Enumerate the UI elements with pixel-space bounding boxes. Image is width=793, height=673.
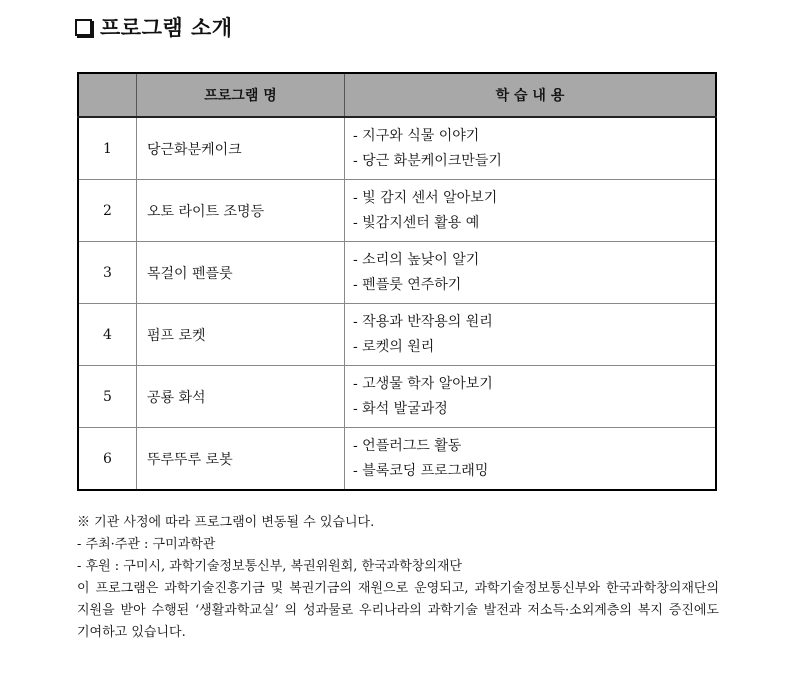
description-paragraph: 이 프로그램은 과학기술진흥기금 및 복권기금의 재원으로 운영되고, 과학기술정보통신부와 한국과학창의재단의 지원을 받아 수행된 ‘생활과학교실’ 의 성과물로 우리나라의 과학기술 발전과 저소득·소외계층의 복지 증진에도 기여하고 있습니다.	[77, 581, 719, 640]
row-number: 5	[78, 366, 137, 428]
row-number: 1	[78, 117, 137, 180]
content-line: - 빛감지센터 활용 예	[353, 214, 480, 231]
content-line: - 언플러그드 활동	[353, 437, 462, 454]
content-line: - 블록코딩 프로그래밍	[353, 462, 489, 479]
sponsor-text: - 후원 : 구미시, 과학기술정보통신부, 복권위원회, 한국과학창의재단	[77, 559, 463, 574]
content-line: - 화석 발굴과정	[353, 400, 448, 417]
program-name: 당근화분케이크	[137, 117, 345, 180]
content-line: - 지구와 식물 이야기	[353, 127, 480, 144]
program-name: 펌프 로켓	[137, 304, 345, 366]
table-row	[78, 180, 716, 242]
content-line: - 작용과 반작용의 원리	[353, 313, 493, 330]
table-header-row	[78, 73, 716, 117]
content-line: - 로켓의 원리	[353, 338, 435, 355]
row-number: 3	[78, 242, 137, 304]
program-table	[77, 72, 717, 491]
learning-content	[345, 428, 717, 491]
content-line: - 빛 감지 센서 알아보기	[353, 189, 498, 206]
checkbox-icon	[75, 19, 92, 36]
learning-content	[345, 180, 717, 242]
row-number: 4	[78, 304, 137, 366]
program-name: 뚜루뚜루 로봇	[137, 428, 345, 491]
program-name: 목걸이 펜플룻	[137, 242, 345, 304]
section-title: 프로그램 소개	[100, 16, 233, 40]
row-number: 2	[78, 180, 137, 242]
notice-text: ※ 기관 사정에 따라 프로그램이 변동될 수 있습니다.	[77, 515, 375, 530]
content-line: - 소리의 높낮이 알기	[353, 251, 480, 268]
row-number: 6	[78, 428, 137, 491]
learning-content	[345, 304, 717, 366]
content-line: - 펜플룻 연주하기	[353, 276, 462, 293]
content-line: - 당근 화분케이크만들기	[353, 152, 502, 169]
header-learning-content: 학 습 내 용	[345, 73, 717, 117]
header-program-name: 프로그램 명	[137, 73, 345, 117]
table-row	[78, 117, 716, 180]
content-line: - 고생물 학자 알아보기	[353, 375, 493, 392]
table-row	[78, 304, 716, 366]
program-name: 공룡 화석	[137, 366, 345, 428]
learning-content	[345, 242, 717, 304]
notes-section	[77, 512, 719, 644]
organizer-text: - 주최·주관 : 구미과학관	[77, 537, 216, 552]
section-heading	[75, 10, 233, 44]
learning-content	[345, 117, 717, 180]
table-row	[78, 242, 716, 304]
learning-content	[345, 366, 717, 428]
table-row	[78, 428, 716, 491]
table-row	[78, 366, 716, 428]
program-name: 오토 라이트 조명등	[137, 180, 345, 242]
header-number	[78, 73, 137, 117]
